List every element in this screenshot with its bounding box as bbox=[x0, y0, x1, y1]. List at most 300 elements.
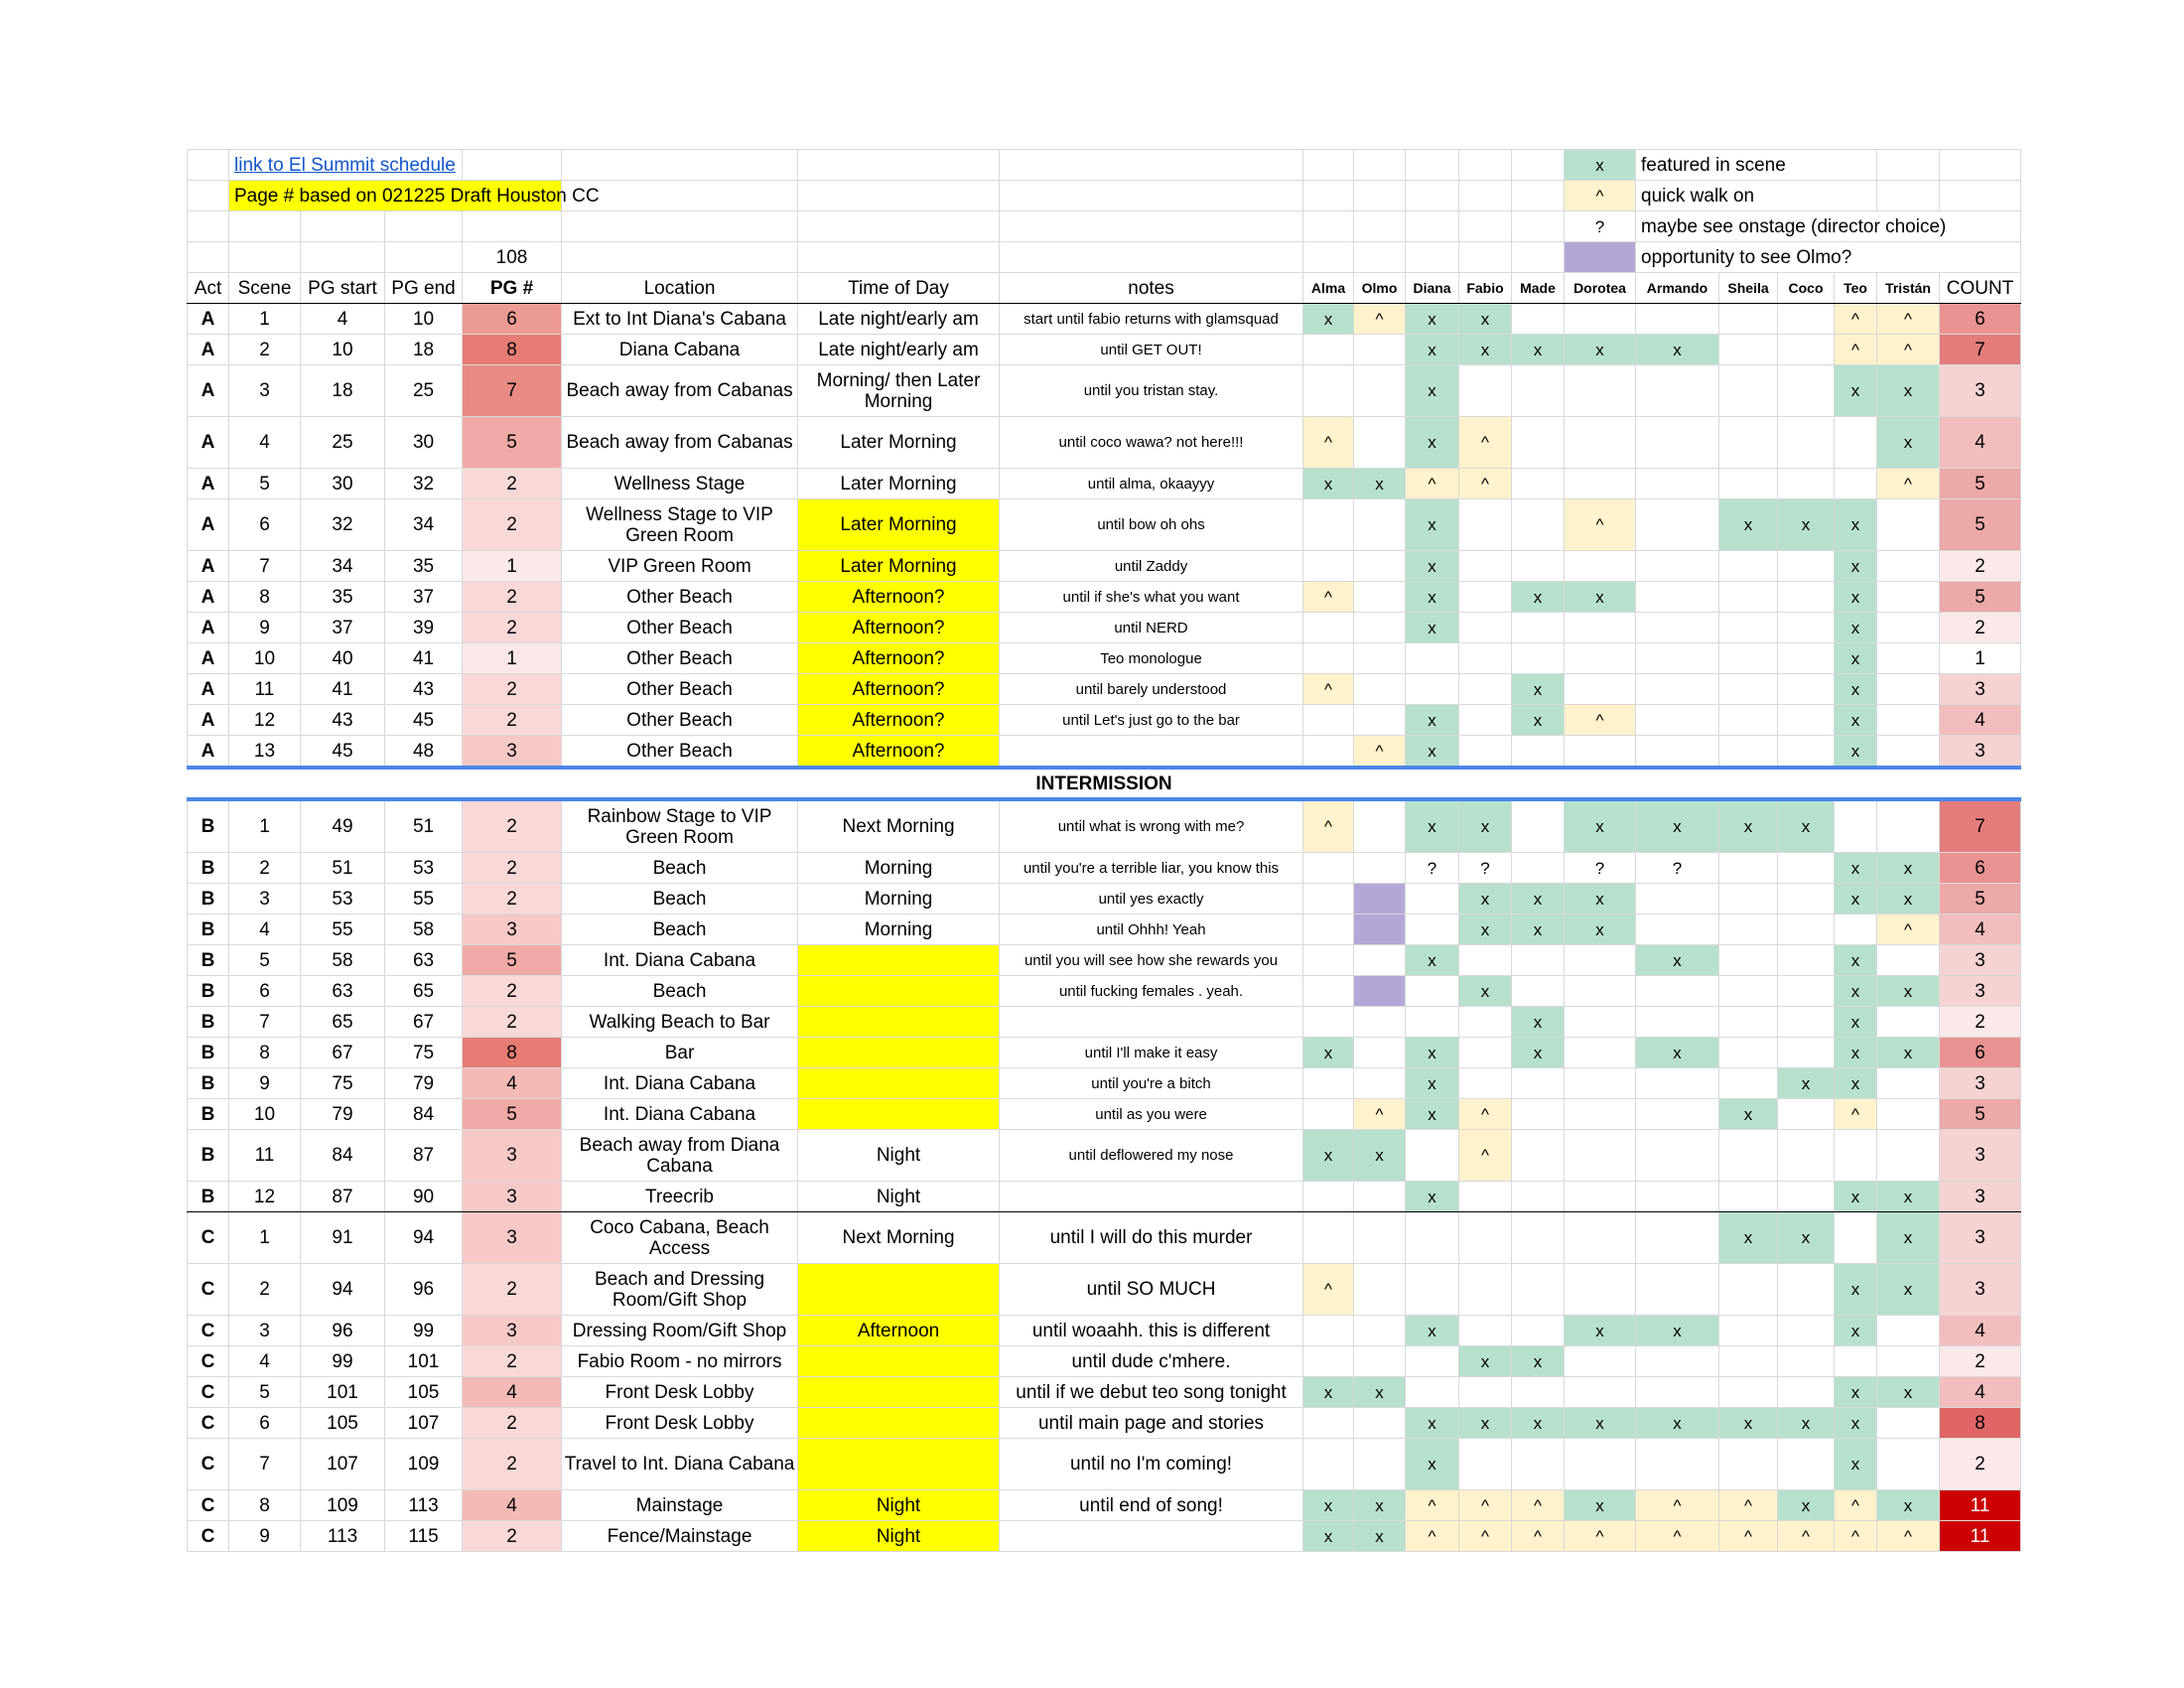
count-cell: 11 bbox=[1940, 1521, 2021, 1552]
cast-mark-cell: ^ bbox=[1719, 1490, 1778, 1521]
cast-mark-cell: ^ bbox=[1719, 1521, 1778, 1552]
scene-row bbox=[188, 1408, 2021, 1439]
time-of-day-cell: Next Morning bbox=[798, 1212, 1000, 1264]
cast-mark-cell bbox=[1778, 914, 1835, 945]
location-cell: Other Beach bbox=[562, 674, 798, 705]
notes-cell: until you tristan stay. bbox=[1000, 365, 1303, 417]
cast-mark-cell bbox=[1354, 643, 1406, 674]
cast-mark-cell bbox=[1835, 469, 1877, 499]
cast-mark-cell bbox=[1636, 1068, 1719, 1099]
cast-mark-cell bbox=[1303, 736, 1354, 769]
cast-mark-cell bbox=[1719, 1346, 1778, 1377]
cast-mark-cell bbox=[1406, 1130, 1459, 1182]
time-of-day-cell: Next Morning bbox=[798, 799, 1000, 853]
scene-row bbox=[188, 469, 2021, 499]
pg-end-cell: 37 bbox=[385, 582, 463, 613]
pg-start-cell: 53 bbox=[301, 884, 385, 914]
notes-cell bbox=[1000, 736, 1303, 769]
cast-mark-cell bbox=[1835, 417, 1877, 469]
cast-mark-cell: x bbox=[1835, 1068, 1877, 1099]
location-cell: Other Beach bbox=[562, 643, 798, 674]
act-cell: A bbox=[188, 582, 229, 613]
act-cell: C bbox=[188, 1346, 229, 1377]
cast-mark-cell bbox=[1565, 1038, 1636, 1068]
cast-mark-cell bbox=[1512, 613, 1565, 643]
cast-mark-cell: ^ bbox=[1877, 1521, 1940, 1552]
scene-cell: 11 bbox=[229, 674, 301, 705]
cast-mark-cell: x bbox=[1835, 884, 1877, 914]
scene-cell: 4 bbox=[229, 417, 301, 469]
scene-row bbox=[188, 1439, 2021, 1490]
cast-mark-cell bbox=[1406, 1346, 1459, 1377]
info-row-3 bbox=[188, 211, 2021, 242]
notes-cell: until woaahh. this is different bbox=[1000, 1316, 1303, 1346]
cast-mark-cell bbox=[1877, 945, 1940, 976]
time-of-day-cell bbox=[798, 945, 1000, 976]
cast-mark-cell bbox=[1303, 945, 1354, 976]
scene-cell: 5 bbox=[229, 945, 301, 976]
pg-start-cell: 43 bbox=[301, 705, 385, 736]
cast-mark-cell bbox=[1719, 1130, 1778, 1182]
pg-end-cell: 51 bbox=[385, 799, 463, 853]
pg-end-cell: 96 bbox=[385, 1264, 463, 1316]
cast-mark-cell bbox=[1719, 945, 1778, 976]
scene-row bbox=[188, 799, 2021, 853]
cast-mark-cell bbox=[1877, 551, 1940, 582]
cast-mark-cell bbox=[1719, 469, 1778, 499]
scene-cell: 12 bbox=[229, 705, 301, 736]
count-cell: 3 bbox=[1940, 976, 2021, 1007]
count-cell: 3 bbox=[1940, 1130, 2021, 1182]
scene-row bbox=[188, 976, 2021, 1007]
cast-mark-cell: x bbox=[1877, 1212, 1940, 1264]
cast-mark-cell: ? bbox=[1406, 853, 1459, 884]
pg-start-cell: 113 bbox=[301, 1521, 385, 1552]
cast-mark-cell bbox=[1719, 853, 1778, 884]
cast-mark-cell bbox=[1354, 1316, 1406, 1346]
header-cast: Coco bbox=[1778, 273, 1835, 304]
cast-mark-cell bbox=[1877, 1130, 1940, 1182]
scene-cell: 8 bbox=[229, 1490, 301, 1521]
pg-count-cell: 2 bbox=[463, 1007, 562, 1038]
pg-end-cell: 41 bbox=[385, 643, 463, 674]
cast-mark-cell: x bbox=[1636, 945, 1719, 976]
cast-mark-cell bbox=[1778, 417, 1835, 469]
cast-mark-cell bbox=[1354, 799, 1406, 853]
pg-start-cell: 35 bbox=[301, 582, 385, 613]
notes-cell: until barely understood bbox=[1000, 674, 1303, 705]
pg-count-cell: 3 bbox=[463, 1130, 562, 1182]
scene-row bbox=[188, 551, 2021, 582]
cast-mark-cell bbox=[1565, 365, 1636, 417]
scene-row bbox=[188, 914, 2021, 945]
count-cell: 2 bbox=[1940, 1346, 2021, 1377]
cast-mark-cell: ^ bbox=[1459, 1099, 1512, 1130]
pg-count-cell: 2 bbox=[463, 1264, 562, 1316]
notes-cell: until coco wawa? not here!!! bbox=[1000, 417, 1303, 469]
pg-start-cell: 10 bbox=[301, 335, 385, 365]
cast-mark-cell bbox=[1778, 335, 1835, 365]
cast-mark-cell: x bbox=[1406, 1068, 1459, 1099]
count-cell: 3 bbox=[1940, 1212, 2021, 1264]
count-cell: 5 bbox=[1940, 884, 2021, 914]
cast-mark-cell bbox=[1512, 1130, 1565, 1182]
cast-mark-cell: x bbox=[1303, 1377, 1354, 1408]
cast-mark-cell bbox=[1512, 736, 1565, 769]
cast-mark-cell: ^ bbox=[1303, 417, 1354, 469]
location-cell: Wellness Stage bbox=[562, 469, 798, 499]
cast-mark-cell: x bbox=[1719, 1099, 1778, 1130]
cast-mark-cell bbox=[1354, 1212, 1406, 1264]
cast-mark-cell bbox=[1565, 674, 1636, 705]
cast-mark-cell bbox=[1354, 976, 1406, 1007]
cast-mark-cell bbox=[1459, 1038, 1512, 1068]
cast-mark-cell: x bbox=[1835, 365, 1877, 417]
notes-cell bbox=[1000, 1007, 1303, 1038]
cast-mark-cell bbox=[1512, 551, 1565, 582]
count-cell: 3 bbox=[1940, 736, 2021, 769]
cast-mark-cell bbox=[1406, 884, 1459, 914]
scene-row bbox=[188, 499, 2021, 551]
cast-mark-cell bbox=[1719, 1439, 1778, 1490]
cast-mark-cell bbox=[1719, 736, 1778, 769]
cast-mark-cell bbox=[1778, 976, 1835, 1007]
cast-mark-cell bbox=[1719, 335, 1778, 365]
cast-mark-cell bbox=[1565, 736, 1636, 769]
cast-mark-cell: x bbox=[1406, 1182, 1459, 1212]
cast-mark-cell: x bbox=[1406, 1316, 1459, 1346]
scene-cell: 5 bbox=[229, 469, 301, 499]
pg-start-cell: 49 bbox=[301, 799, 385, 853]
cast-mark-cell: ^ bbox=[1459, 1490, 1512, 1521]
cast-mark-cell: x bbox=[1835, 705, 1877, 736]
cast-mark-cell bbox=[1354, 613, 1406, 643]
cast-mark-cell: x bbox=[1835, 582, 1877, 613]
pg-count-cell: 2 bbox=[463, 469, 562, 499]
pg-start-cell: 40 bbox=[301, 643, 385, 674]
cast-mark-cell: x bbox=[1835, 1264, 1877, 1316]
cast-mark-cell bbox=[1303, 643, 1354, 674]
cast-mark-cell bbox=[1778, 1264, 1835, 1316]
pg-start-cell: 99 bbox=[301, 1346, 385, 1377]
pg-start-cell: 65 bbox=[301, 1007, 385, 1038]
cast-mark-cell: ^ bbox=[1778, 1521, 1835, 1552]
cast-mark-cell: x bbox=[1835, 1182, 1877, 1212]
cast-mark-cell bbox=[1459, 705, 1512, 736]
cast-mark-cell bbox=[1565, 1068, 1636, 1099]
cast-mark-cell bbox=[1877, 613, 1940, 643]
pg-count-cell: 2 bbox=[463, 613, 562, 643]
cast-mark-cell bbox=[1636, 1182, 1719, 1212]
act-cell: A bbox=[188, 365, 229, 417]
pg-end-cell: 30 bbox=[385, 417, 463, 469]
cast-mark-cell: x bbox=[1459, 1408, 1512, 1439]
time-of-day-cell: Night bbox=[798, 1130, 1000, 1182]
header-cast: Diana bbox=[1406, 273, 1459, 304]
pg-start-cell: 41 bbox=[301, 674, 385, 705]
pg-count-cell: 2 bbox=[463, 976, 562, 1007]
location-cell: Beach away from Diana Cabana bbox=[562, 1130, 798, 1182]
cast-mark-cell: ^ bbox=[1459, 1130, 1512, 1182]
scene-cell: 7 bbox=[229, 551, 301, 582]
cast-mark-cell: x bbox=[1636, 1038, 1719, 1068]
pg-start-cell: 32 bbox=[301, 499, 385, 551]
time-of-day-cell: Morning bbox=[798, 853, 1000, 884]
act-cell: B bbox=[188, 853, 229, 884]
cast-mark-cell bbox=[1303, 1007, 1354, 1038]
pg-end-cell: 55 bbox=[385, 884, 463, 914]
cast-mark-cell bbox=[1636, 1212, 1719, 1264]
cast-mark-cell: x bbox=[1835, 976, 1877, 1007]
cast-mark-cell bbox=[1835, 1346, 1877, 1377]
pg-start-cell: 45 bbox=[301, 736, 385, 769]
cast-mark-cell bbox=[1719, 417, 1778, 469]
cast-mark-cell: ^ bbox=[1354, 304, 1406, 335]
time-of-day-cell: Morning bbox=[798, 884, 1000, 914]
pg-count-cell: 5 bbox=[463, 945, 562, 976]
scene-row bbox=[188, 365, 2021, 417]
cast-mark-cell: x bbox=[1835, 1316, 1877, 1346]
scene-cell: 5 bbox=[229, 1377, 301, 1408]
notes-cell: until fucking females . yeah. bbox=[1000, 976, 1303, 1007]
act-cell: A bbox=[188, 335, 229, 365]
act-cell: C bbox=[188, 1377, 229, 1408]
cast-mark-cell bbox=[1719, 643, 1778, 674]
scene-row bbox=[188, 884, 2021, 914]
cast-mark-cell bbox=[1778, 1346, 1835, 1377]
cast-mark-cell bbox=[1512, 1182, 1565, 1212]
count-cell: 5 bbox=[1940, 469, 2021, 499]
pg-count-cell: 4 bbox=[463, 1068, 562, 1099]
pg-end-cell: 65 bbox=[385, 976, 463, 1007]
cast-mark-cell: x bbox=[1354, 1521, 1406, 1552]
cast-mark-cell: ? bbox=[1565, 853, 1636, 884]
cast-mark-cell bbox=[1778, 1007, 1835, 1038]
cast-mark-cell: ^ bbox=[1877, 914, 1940, 945]
act-cell: C bbox=[188, 1408, 229, 1439]
notes-cell: until end of song! bbox=[1000, 1490, 1303, 1521]
notes-cell: until deflowered my nose bbox=[1000, 1130, 1303, 1182]
scene-cell: 3 bbox=[229, 1316, 301, 1346]
cast-mark-cell bbox=[1354, 1264, 1406, 1316]
location-cell: Front Desk Lobby bbox=[562, 1377, 798, 1408]
location-cell: Fabio Room - no mirrors bbox=[562, 1346, 798, 1377]
cast-mark-cell bbox=[1877, 799, 1940, 853]
cast-mark-cell bbox=[1719, 705, 1778, 736]
cast-mark-cell: ^ bbox=[1636, 1521, 1719, 1552]
pg-count-cell: 3 bbox=[463, 1316, 562, 1346]
act-cell: A bbox=[188, 304, 229, 335]
scene-cell: 3 bbox=[229, 884, 301, 914]
cast-mark-cell bbox=[1303, 1099, 1354, 1130]
cast-mark-cell bbox=[1303, 1212, 1354, 1264]
cast-mark-cell: x bbox=[1406, 335, 1459, 365]
scene-cell: 12 bbox=[229, 1182, 301, 1212]
location-cell: Walking Beach to Bar bbox=[562, 1007, 798, 1038]
page-basis-note: Page # based on 021225 Draft Houston CC bbox=[229, 181, 562, 211]
cast-mark-cell: x bbox=[1877, 1182, 1940, 1212]
header-cast: Made bbox=[1512, 273, 1565, 304]
location-cell: Diana Cabana bbox=[562, 335, 798, 365]
cast-mark-cell bbox=[1719, 551, 1778, 582]
notes-cell: until bow oh ohs bbox=[1000, 499, 1303, 551]
cast-mark-cell bbox=[1565, 1346, 1636, 1377]
count-cell: 5 bbox=[1940, 1099, 2021, 1130]
cast-mark-cell: ^ bbox=[1835, 1490, 1877, 1521]
pg-end-cell: 48 bbox=[385, 736, 463, 769]
cast-mark-cell: ^ bbox=[1835, 1521, 1877, 1552]
pg-count-cell: 4 bbox=[463, 1377, 562, 1408]
scene-row bbox=[188, 1099, 2021, 1130]
pg-end-cell: 67 bbox=[385, 1007, 463, 1038]
pg-count-cell: 2 bbox=[463, 1521, 562, 1552]
cast-mark-cell bbox=[1512, 365, 1565, 417]
scene-row bbox=[188, 1130, 2021, 1182]
cast-mark-cell bbox=[1636, 674, 1719, 705]
cast-mark-cell bbox=[1303, 551, 1354, 582]
time-of-day-cell: Morning bbox=[798, 914, 1000, 945]
scene-cell: 11 bbox=[229, 1130, 301, 1182]
info-row-1 bbox=[188, 150, 2021, 181]
location-cell: Beach away from Cabanas bbox=[562, 417, 798, 469]
cast-mark-cell bbox=[1354, 914, 1406, 945]
pg-start-cell: 105 bbox=[301, 1408, 385, 1439]
cast-mark-cell bbox=[1835, 1130, 1877, 1182]
cast-mark-cell bbox=[1719, 1007, 1778, 1038]
cast-mark-cell: x bbox=[1303, 469, 1354, 499]
pg-end-cell: 84 bbox=[385, 1099, 463, 1130]
count-cell: 2 bbox=[1940, 551, 2021, 582]
cast-mark-cell: x bbox=[1719, 1408, 1778, 1439]
pg-end-cell: 115 bbox=[385, 1521, 463, 1552]
notes-cell: until if she's what you want bbox=[1000, 582, 1303, 613]
location-cell: VIP Green Room bbox=[562, 551, 798, 582]
cast-mark-cell: ^ bbox=[1406, 1521, 1459, 1552]
cast-mark-cell bbox=[1354, 499, 1406, 551]
cast-mark-cell bbox=[1406, 914, 1459, 945]
cast-mark-cell: x bbox=[1406, 582, 1459, 613]
count-cell: 5 bbox=[1940, 582, 2021, 613]
pg-count-cell: 2 bbox=[463, 884, 562, 914]
act-cell: B bbox=[188, 1068, 229, 1099]
pg-count-cell: 5 bbox=[463, 417, 562, 469]
count-cell: 7 bbox=[1940, 335, 2021, 365]
cast-mark-cell bbox=[1512, 853, 1565, 884]
header-pg-start: PG start bbox=[301, 273, 385, 304]
cast-mark-cell bbox=[1778, 365, 1835, 417]
pg-end-cell: 79 bbox=[385, 1068, 463, 1099]
act-cell: B bbox=[188, 884, 229, 914]
scene-cell: 2 bbox=[229, 1264, 301, 1316]
cast-mark-cell: x bbox=[1406, 736, 1459, 769]
header-time-of-day: Time of Day bbox=[798, 273, 1000, 304]
pg-end-cell: 63 bbox=[385, 945, 463, 976]
cast-mark-cell: ^ bbox=[1459, 469, 1512, 499]
cast-mark-cell: ^ bbox=[1835, 335, 1877, 365]
cast-mark-cell: x bbox=[1565, 1490, 1636, 1521]
cast-mark-cell bbox=[1459, 499, 1512, 551]
cast-mark-cell: x bbox=[1778, 499, 1835, 551]
location-cell: Front Desk Lobby bbox=[562, 1408, 798, 1439]
cast-mark-cell bbox=[1303, 705, 1354, 736]
pg-count-cell: 3 bbox=[463, 1212, 562, 1264]
act-cell: A bbox=[188, 705, 229, 736]
cast-mark-cell: x bbox=[1459, 976, 1512, 1007]
cast-mark-cell: ? bbox=[1636, 853, 1719, 884]
cast-mark-cell: ^ bbox=[1835, 304, 1877, 335]
cast-mark-cell bbox=[1636, 1264, 1719, 1316]
scene-cell: 6 bbox=[229, 976, 301, 1007]
cast-mark-cell: x bbox=[1354, 1377, 1406, 1408]
cast-mark-cell bbox=[1406, 1007, 1459, 1038]
cast-mark-cell: x bbox=[1512, 582, 1565, 613]
cast-mark-cell bbox=[1565, 417, 1636, 469]
cast-mark-cell bbox=[1778, 551, 1835, 582]
cast-mark-cell bbox=[1877, 1068, 1940, 1099]
scene-row bbox=[188, 945, 2021, 976]
cast-mark-cell bbox=[1459, 613, 1512, 643]
cast-mark-cell: ^ bbox=[1406, 469, 1459, 499]
header-cast: Dorotea bbox=[1565, 273, 1636, 304]
cast-mark-cell bbox=[1778, 945, 1835, 976]
header-cast: Fabio bbox=[1459, 273, 1512, 304]
cast-mark-cell: x bbox=[1406, 945, 1459, 976]
time-of-day-cell bbox=[798, 1068, 1000, 1099]
cast-mark-cell bbox=[1459, 674, 1512, 705]
cast-mark-cell bbox=[1778, 1439, 1835, 1490]
act-cell: B bbox=[188, 976, 229, 1007]
cast-mark-cell bbox=[1719, 1264, 1778, 1316]
cast-mark-cell bbox=[1835, 914, 1877, 945]
count-cell: 2 bbox=[1940, 1439, 2021, 1490]
pg-start-cell: 30 bbox=[301, 469, 385, 499]
cast-mark-cell: x bbox=[1406, 365, 1459, 417]
cast-mark-cell bbox=[1354, 417, 1406, 469]
scene-row bbox=[188, 1264, 2021, 1316]
pg-end-cell: 10 bbox=[385, 304, 463, 335]
act-cell: C bbox=[188, 1439, 229, 1490]
scene-row bbox=[188, 582, 2021, 613]
cast-mark-cell bbox=[1354, 1182, 1406, 1212]
cast-mark-cell bbox=[1354, 1068, 1406, 1099]
cast-mark-cell bbox=[1406, 1264, 1459, 1316]
cast-mark-cell bbox=[1354, 1007, 1406, 1038]
scene-cell: 7 bbox=[229, 1007, 301, 1038]
cast-mark-cell bbox=[1303, 853, 1354, 884]
pg-end-cell: 99 bbox=[385, 1316, 463, 1346]
cast-mark-cell: x bbox=[1877, 976, 1940, 1007]
count-cell: 11 bbox=[1940, 1490, 2021, 1521]
time-of-day-cell: Later Morning bbox=[798, 499, 1000, 551]
cast-mark-cell bbox=[1303, 365, 1354, 417]
cast-mark-cell bbox=[1719, 1316, 1778, 1346]
cast-mark-cell: x bbox=[1835, 674, 1877, 705]
cast-mark-cell bbox=[1778, 1377, 1835, 1408]
cast-mark-cell: x bbox=[1406, 613, 1459, 643]
pg-end-cell: 39 bbox=[385, 613, 463, 643]
cast-mark-cell bbox=[1512, 1212, 1565, 1264]
cast-mark-cell bbox=[1719, 1038, 1778, 1068]
cast-mark-cell: x bbox=[1512, 674, 1565, 705]
cast-mark-cell: ^ bbox=[1303, 1264, 1354, 1316]
cast-mark-cell bbox=[1459, 1212, 1512, 1264]
pg-end-cell: 107 bbox=[385, 1408, 463, 1439]
schedule-link[interactable]: link to El Summit schedule bbox=[234, 154, 456, 176]
cast-mark-cell bbox=[1636, 1007, 1719, 1038]
legend-label-featured: featured in scene bbox=[1636, 150, 1877, 181]
act-cell: C bbox=[188, 1316, 229, 1346]
pg-start-cell: 91 bbox=[301, 1212, 385, 1264]
